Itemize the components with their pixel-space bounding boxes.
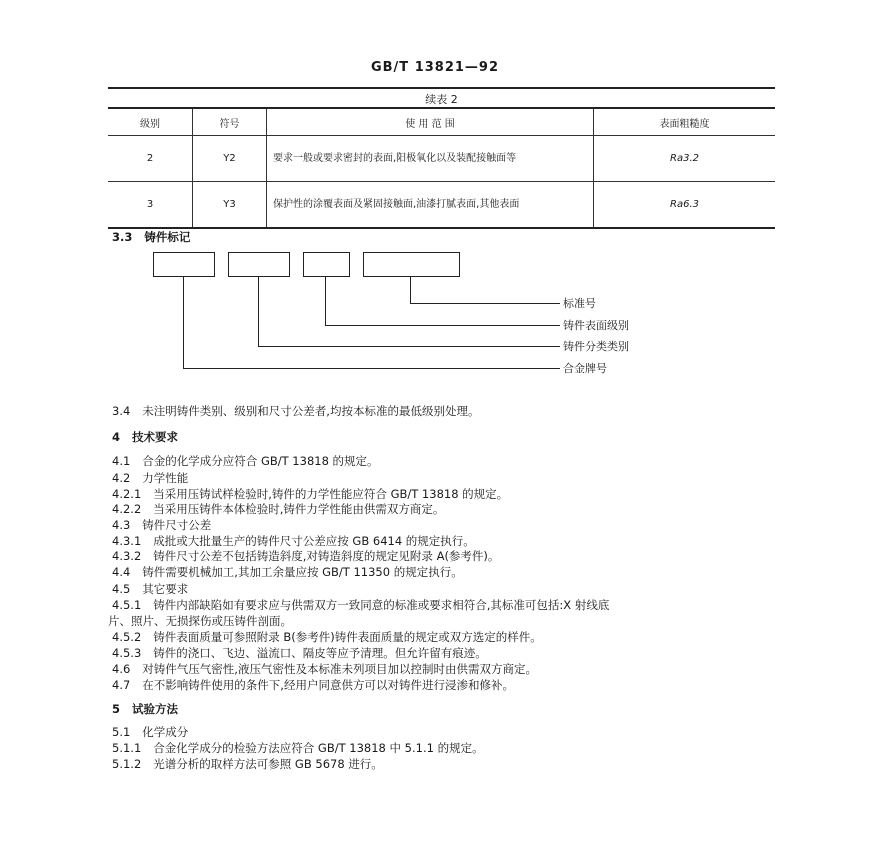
paragraph-line <box>108 613 292 629</box>
clause-number: 5.1.2 <box>112 757 142 771</box>
paragraph-line <box>112 548 499 564</box>
cell-usage: 保护性的涂覆表面及紧固接触面,油漆打腻表面,其他表面 <box>267 182 594 229</box>
leader-line <box>410 303 560 304</box>
label-alloy: 合金牌号 <box>563 362 607 375</box>
clause-number: 4.6 <box>112 662 131 676</box>
paragraph-line <box>112 661 537 677</box>
label-standard-number: 标准号 <box>563 297 596 310</box>
paragraph-line <box>112 756 383 772</box>
clause-text: 技术要求 <box>132 430 179 444</box>
leader-line <box>325 276 326 325</box>
header-rule <box>108 87 775 89</box>
marking-box-alloy <box>153 252 215 277</box>
clause-number: 4.5.1 <box>112 598 142 612</box>
paragraph-line <box>112 564 463 580</box>
clause-number: 4.7 <box>112 678 131 692</box>
leader-line <box>258 346 560 347</box>
clause-number: 5.1 <box>112 725 131 739</box>
cell-roughness: Ra3.2 <box>594 136 776 182</box>
table-caption: 续表 2 <box>425 93 458 106</box>
clause-number: 4.5 <box>112 582 131 596</box>
clause-text: 当采用压铸试样检验时,铸件的力学性能应符合 GB/T 13818 的规定。 <box>153 487 509 501</box>
clause-text: 铸件尺寸公差不包括铸造斜度,对铸造斜度的规定见附录 A(参考件)。 <box>153 549 500 563</box>
paragraph-line <box>112 740 484 756</box>
clause-text: 光谱分析的取样方法可参照 GB 5678 进行。 <box>153 757 383 771</box>
clause-text: 铸件内部缺陷如有要求应与供需双方一致同意的标准或要求相符合,其标准可包括:X 射线底 <box>153 598 610 612</box>
cell-symbol: Y3 <box>193 182 267 229</box>
standard-number: GB/T 13821—92 <box>370 60 500 75</box>
clause-text: 合金的化学成分应符合 GB/T 13818 的规定。 <box>142 454 379 468</box>
clause-number: 5.1.1 <box>112 741 142 755</box>
clause-number: 4.3 <box>112 518 131 532</box>
section-heading-3-3 <box>112 229 190 245</box>
paragraph-line <box>112 629 542 645</box>
clause-text: 铸件需要机械加工,其加工余量应按 GB/T 11350 的规定执行。 <box>142 565 463 579</box>
col-level: 级别 <box>108 108 193 136</box>
clause-number: 5 <box>112 702 121 716</box>
clause-number: 4.5.3 <box>112 646 142 660</box>
cell-level: 3 <box>108 182 193 229</box>
clause-text: 片、照片、无损探伤或压铸件剖面。 <box>108 614 292 628</box>
table-row <box>108 182 775 229</box>
paragraph-line <box>112 645 487 661</box>
col-symbol: 符号 <box>193 108 267 136</box>
section-title: 铸件标记 <box>144 230 191 244</box>
clause-text: 铸件尺寸公差 <box>142 518 212 532</box>
paragraph-line <box>112 501 444 517</box>
leader-line <box>325 325 560 326</box>
clause-number: 4.2.1 <box>112 487 142 501</box>
clause-text: 其它要求 <box>142 582 189 596</box>
clause-text: 试验方法 <box>132 702 179 716</box>
clause-number: 3.4 <box>112 404 131 418</box>
clause-text: 成批或大批量生产的铸件尺寸公差应按 GB 6414 的规定执行。 <box>153 534 475 548</box>
clause-number: 4.5.2 <box>112 630 142 644</box>
clause-number: 4 <box>112 430 121 444</box>
label-class: 铸件分类类别 <box>563 340 629 353</box>
paragraph-line <box>112 486 508 502</box>
marking-box-class <box>228 252 290 277</box>
clause-text: 未注明铸件类别、级别和尺寸公差者,均按本标准的最低级别处理。 <box>142 404 480 418</box>
col-roughness: 表面粗糙度 <box>594 108 776 136</box>
clause-text: 在不影响铸件使用的条件下,经用户同意供方可以对铸件进行浸渗和修补。 <box>142 678 514 692</box>
paragraph-line <box>112 581 188 597</box>
marking-box-standard <box>363 252 460 277</box>
clause-number: 4.2.2 <box>112 502 142 516</box>
clause-number: 4.3.1 <box>112 534 142 548</box>
clause-text: 当采用压铸件本体检验时,铸件力学性能由供需双方商定。 <box>153 502 445 516</box>
clause-text: 化学成分 <box>142 725 189 739</box>
cell-symbol: Y2 <box>193 136 267 182</box>
clause-number: 4.1 <box>112 454 131 468</box>
paragraph-line <box>112 517 211 533</box>
leader-line <box>183 368 560 369</box>
paragraph-line <box>112 724 188 740</box>
clause-text: 铸件表面质量可参照附录 B(参考件)铸件表面质量的规定或双方选定的样件。 <box>153 630 542 644</box>
paragraph-line <box>112 470 188 486</box>
paragraph-line <box>112 533 475 549</box>
paragraph-line <box>112 677 514 693</box>
cell-usage: 要求一般或要求密封的表面,阳极氧化以及装配接触面等 <box>267 136 594 182</box>
section-number: 3.3 <box>112 230 133 244</box>
label-surface-grade: 铸件表面级别 <box>563 319 629 332</box>
section-heading <box>112 429 178 445</box>
leader-line <box>410 276 411 303</box>
section-heading <box>112 701 178 717</box>
clause-text: 对铸件气压气密性,液压气密性及本标准未列项目加以控制时由供需双方商定。 <box>142 662 537 676</box>
clause-text: 合金化学成分的检验方法应符合 GB/T 13818 中 5.1.1 的规定。 <box>153 741 484 755</box>
col-usage: 使 用 范 围 <box>267 108 594 136</box>
marking-box-grade <box>303 252 350 277</box>
paragraph-line <box>112 597 609 613</box>
paragraph-line <box>112 453 379 469</box>
table-row <box>108 136 775 182</box>
clause-text: 铸件的浇口、飞边、溢流口、隔皮等应予清理。但允许留有痕迹。 <box>153 646 487 660</box>
paragraph-line <box>112 403 479 419</box>
clause-number: 4.4 <box>112 565 131 579</box>
table-header-row <box>108 108 775 136</box>
clause-text: 力学性能 <box>142 471 189 485</box>
roughness-table <box>108 107 775 229</box>
leader-line <box>258 276 259 346</box>
clause-number: 4.3.2 <box>112 549 142 563</box>
cell-roughness: Ra6.3 <box>594 182 776 229</box>
clause-number: 4.2 <box>112 471 131 485</box>
leader-line <box>183 276 184 368</box>
cell-level: 2 <box>108 136 193 182</box>
